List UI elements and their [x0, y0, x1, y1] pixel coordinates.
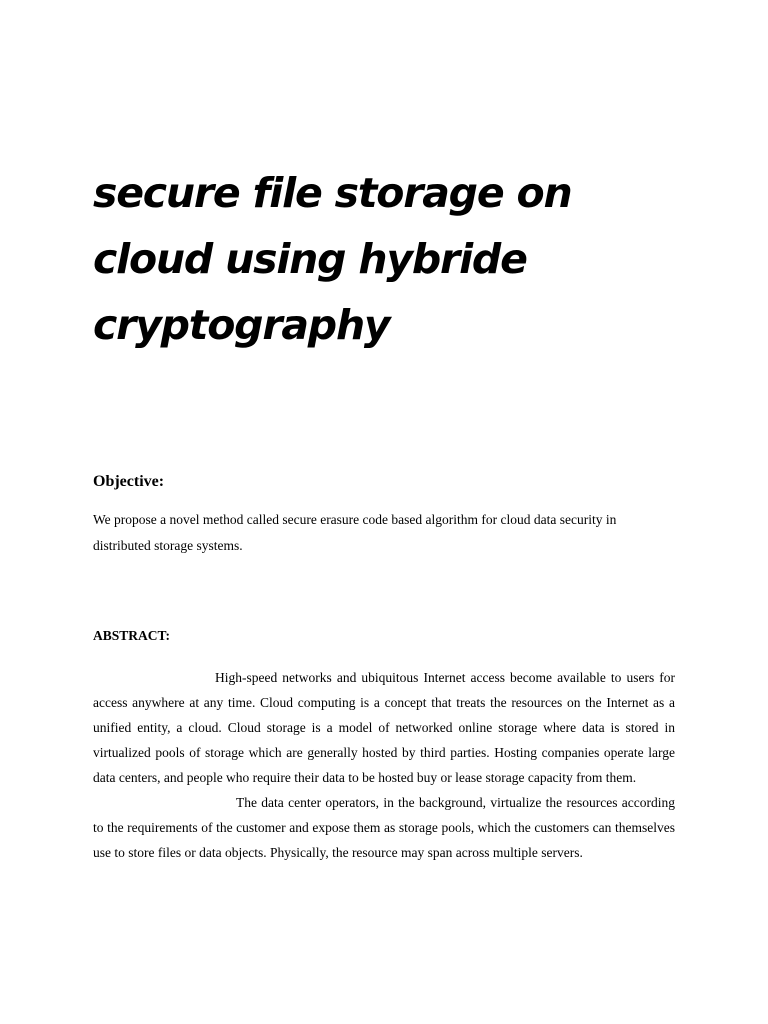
abstract-body — [93, 665, 675, 865]
abstract-paragraph-2: The data center operators, in the background, virtualize the resources according to the requirements of the customer and expose them as storage pools, which the customers can themselves use to store files or data objects. Physically, the resource may span across multiple servers. — [93, 795, 675, 860]
abstract-paragraph-1: High-speed networks and ubiquitous Internet access become available to users for access anywhere at any time. Cloud computing is a concept that treats the resources on the Internet as a unified entity, a cloud. Cloud storage is a model of networked online storage where data is stored in virtualized pools of storage which are generally hosted by third parties. Hosting companies operate large data centers, and people who require their data to be hosted buy or lease storage capacity from them. — [93, 670, 675, 785]
title-line-1: secure file storage on — [93, 169, 572, 217]
objective-heading: Objective: — [93, 473, 165, 490]
title-line-3: cryptography — [93, 301, 390, 349]
abstract-heading: ABSTRACT: — [93, 628, 171, 643]
objective-text: We propose a novel method called secure erasure code based algorithm for cloud data security in distributed storage systems. — [93, 512, 617, 553]
title-line-2: cloud using hybride — [93, 235, 527, 283]
document-title — [93, 160, 693, 358]
